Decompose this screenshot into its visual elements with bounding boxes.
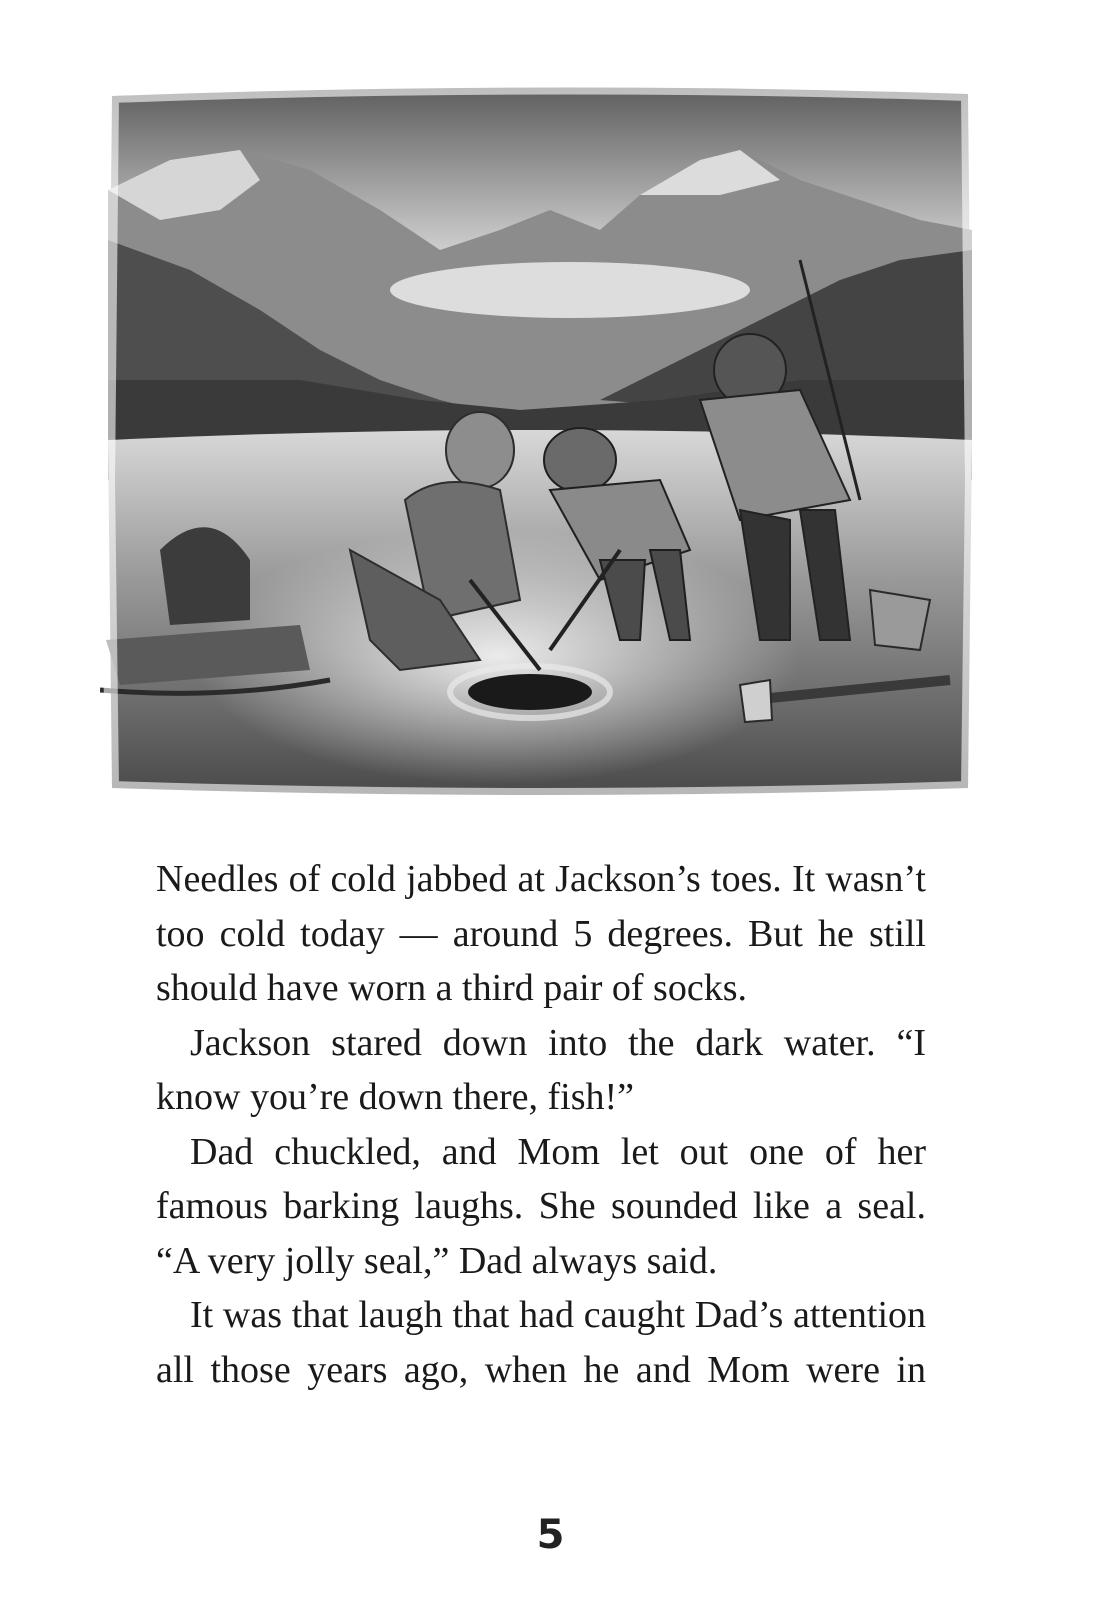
paragraph-line: too cold today — around 5 degrees. But he still bbox=[156, 912, 926, 955]
paragraph-line: all those years ago, when he and Mom were in bbox=[156, 1348, 926, 1391]
paragraph-line: It was that laugh that had caught Dad’s attention bbox=[190, 1294, 926, 1336]
paragraph-line: Jackson stared down into the dark water. “I bbox=[190, 1021, 926, 1064]
illustration bbox=[100, 80, 980, 802]
ice-fishing-illustration bbox=[100, 80, 980, 802]
paragraph-line: Needles of cold jabbed at Jackson’s toes. It wasn’t bbox=[156, 858, 926, 900]
paragraph-line: should have worn a third pair of socks. bbox=[156, 967, 747, 1009]
story-text bbox=[156, 852, 926, 1397]
page-number: 5 bbox=[536, 1512, 565, 1558]
paragraph-line: “A very jolly seal,” Dad always said. bbox=[156, 1239, 718, 1282]
paragraph-line: Dad chuckled, and Mom let out one of her bbox=[190, 1130, 926, 1173]
paragraph-line: know you’re down there, fish!” bbox=[156, 1076, 635, 1118]
paragraph-line: famous barking laughs. She sounded like a seal. bbox=[156, 1185, 926, 1227]
